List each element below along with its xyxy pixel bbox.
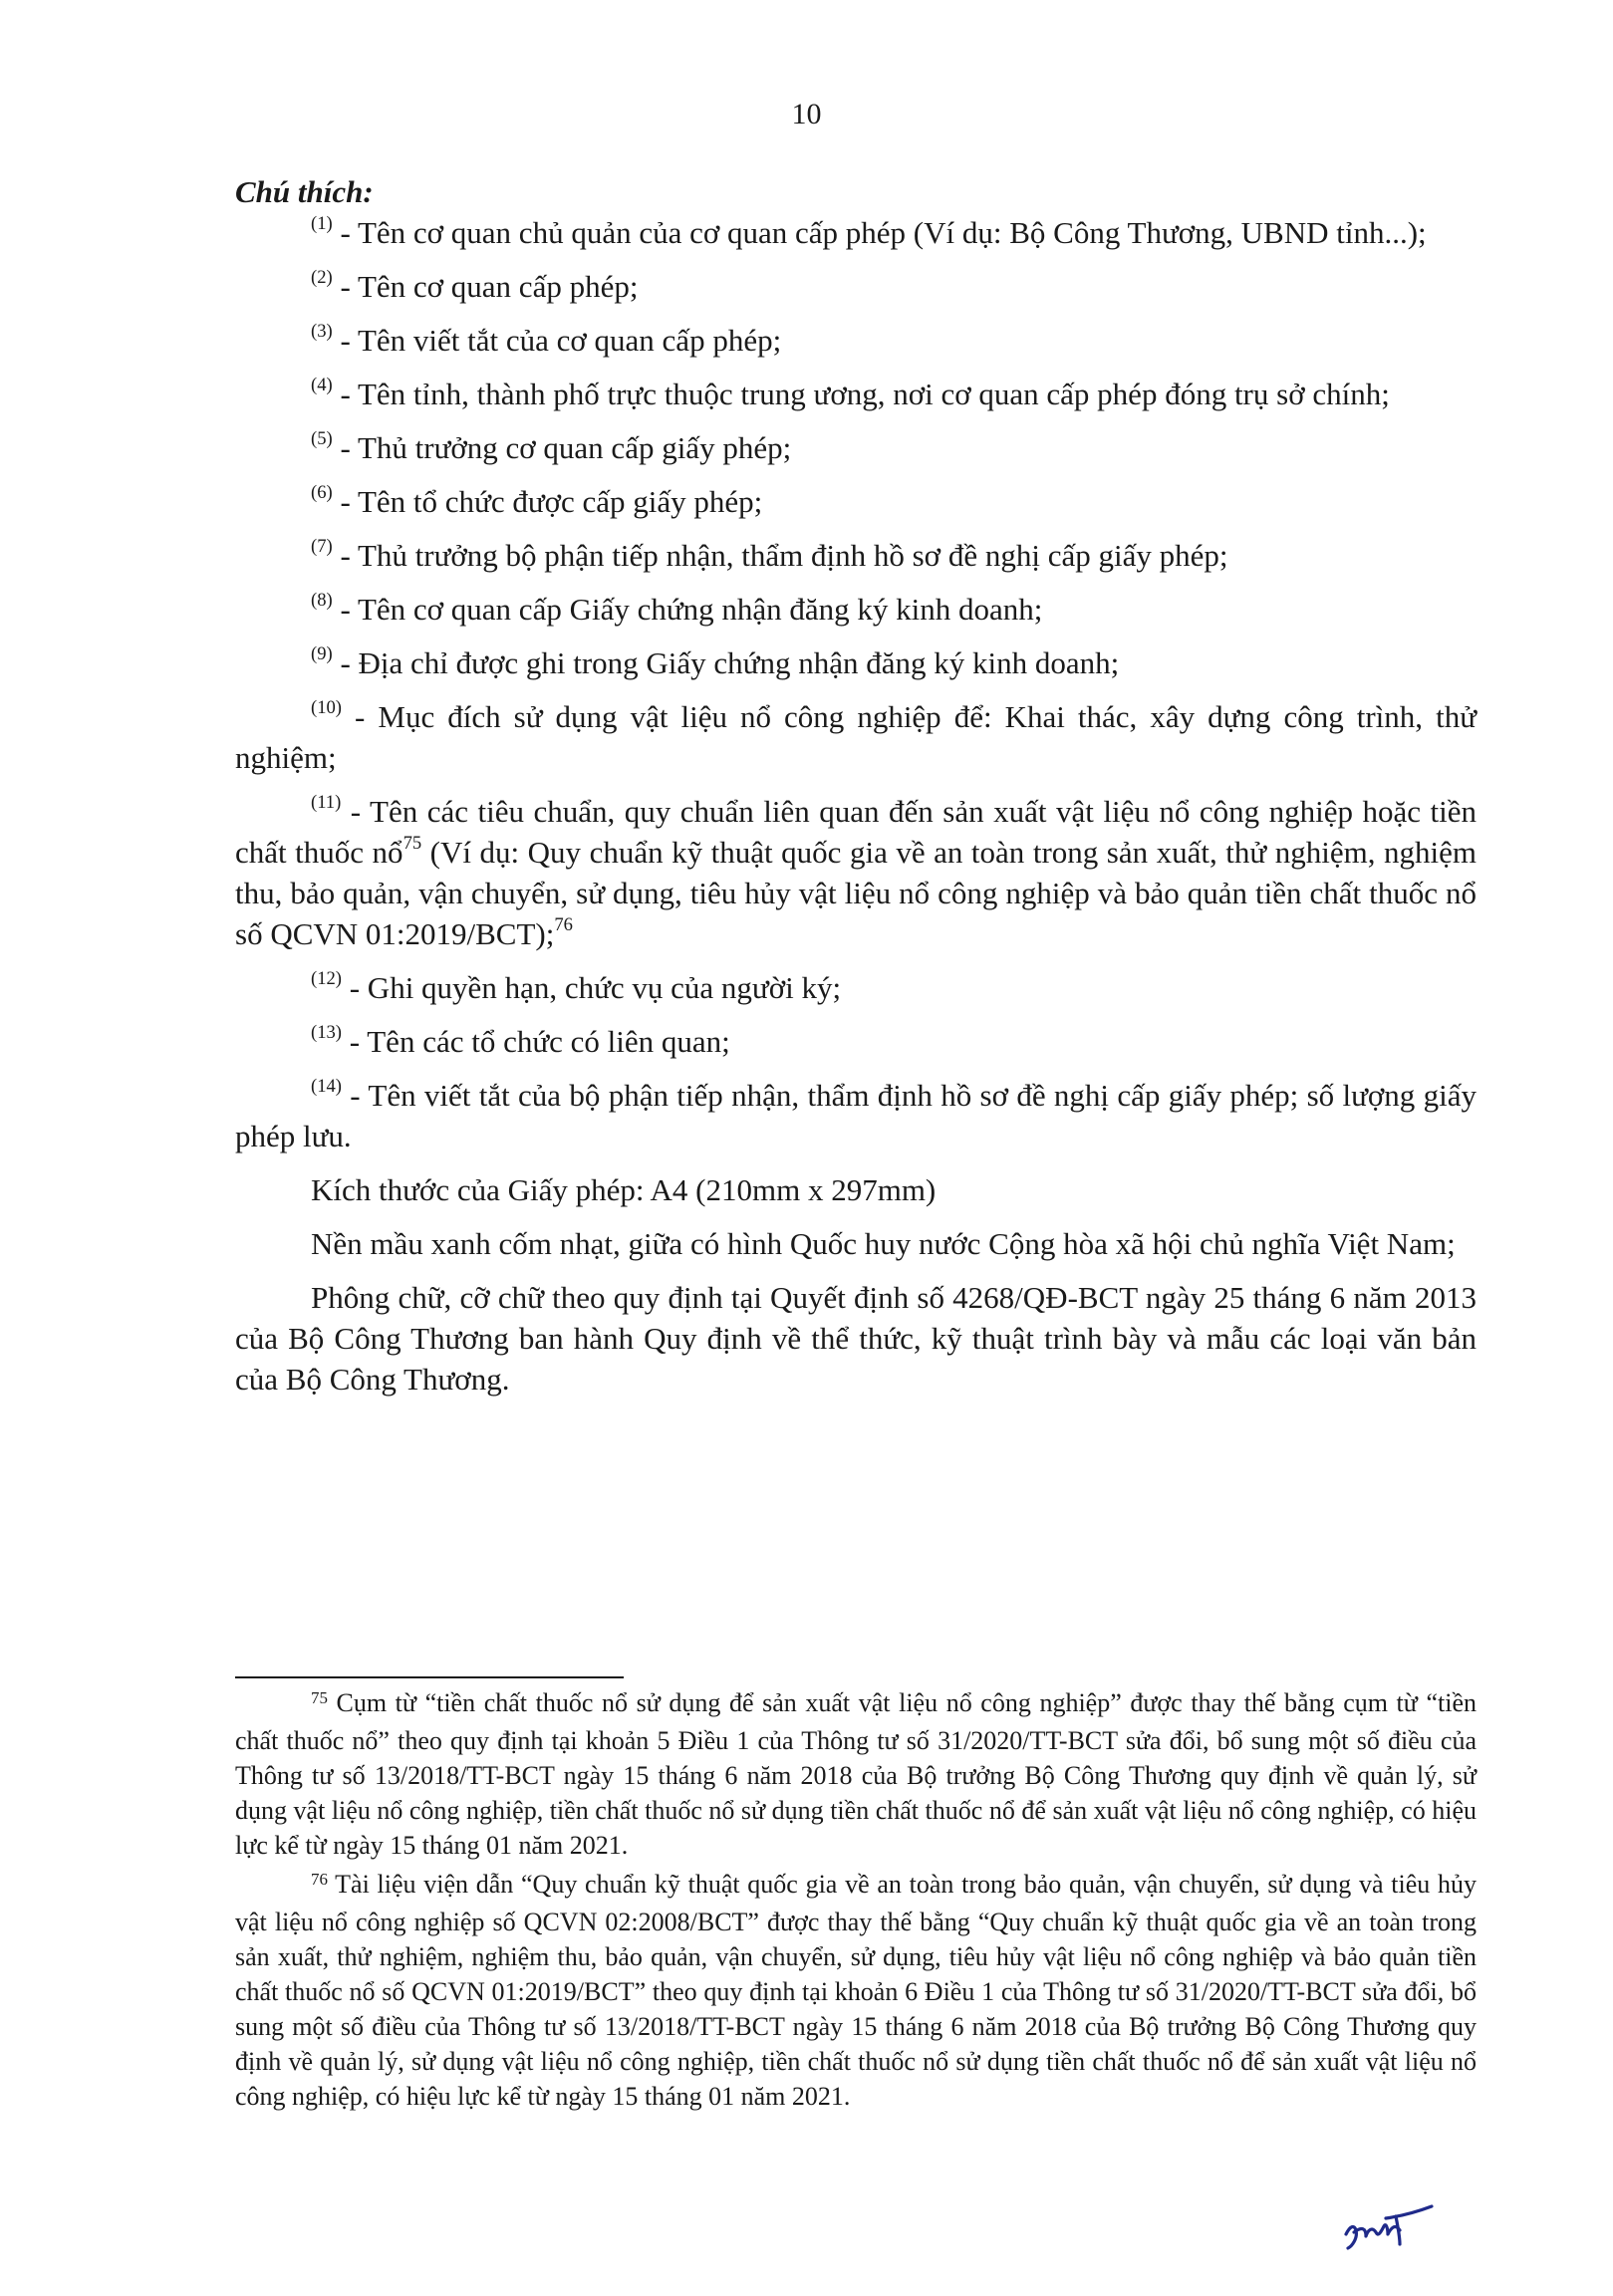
footnote-separator bbox=[235, 1676, 624, 1678]
note-text: - Tên tỉnh, thành phố trực thuộc trung ương, nơi cơ quan cấp phép đóng trụ sở chính; bbox=[332, 377, 1390, 411]
note-10 bbox=[235, 696, 1477, 778]
note-text: - Địa chỉ được ghi trong Giấy chứng nhận đăng ký kinh doanh; bbox=[332, 645, 1120, 680]
note-9 bbox=[235, 642, 1477, 683]
note-11 bbox=[235, 791, 1477, 954]
note-3 bbox=[235, 320, 1477, 361]
footnote-76 bbox=[235, 1867, 1477, 2114]
note-text: - Thủ trưởng cơ quan cấp giấy phép; bbox=[332, 430, 792, 465]
note-14 bbox=[235, 1075, 1477, 1156]
note-text: - Tên cơ quan chủ quản của cơ quan cấp phép (Ví dụ: Bộ Công Thương, UBND tỉnh...); bbox=[332, 215, 1427, 250]
note-text: - Tên các tiêu chuẩn, quy chuẩn liên quan đến sản xuất vật liệu nổ công nghiệp hoặc tiền chất thuốc nổ bbox=[235, 794, 1477, 870]
note-mark: (11) bbox=[311, 791, 342, 813]
footnote-ref-76[interactable]: 76 bbox=[554, 913, 573, 935]
note-mark: (3) bbox=[311, 320, 333, 342]
note-text: - Tên viết tắt của bộ phận tiếp nhận, thẩm định hồ sơ đề nghị cấp giấy phép; số lượng giấy phép lưu. bbox=[235, 1078, 1477, 1153]
footnote-text: Cụm từ “tiền chất thuốc nổ sử dụng để sản xuất vật liệu nổ công nghiệp” được thay thế bằng cụm từ “tiền chất thuốc nổ” theo quy định tại khoản 5 Điều 1 của Thông tư số 31/2020/TT-BCT sửa đổi, bổ sung một số điều của Thông tư số 13/2018/TT-BCT ngày 15 tháng 6 năm 2018 của Bộ trưởng Bộ Công Thương quy định về quản lý, sử dụng vật liệu nổ công nghiệp, tiền chất thuốc nổ sử dụng tiền chất thuốc nổ để sản xuất vật liệu nổ công nghiệp, có hiệu lực kể từ ngày 15 tháng 01 năm 2021. bbox=[235, 1688, 1477, 1860]
note-mark: (2) bbox=[311, 266, 333, 288]
note-mark: (6) bbox=[311, 481, 333, 503]
footnote-mark: 76 bbox=[311, 1870, 328, 1890]
note-mark: (14) bbox=[311, 1075, 342, 1097]
section-heading: Chú thích: bbox=[235, 174, 374, 209]
note-mark: (9) bbox=[311, 642, 333, 664]
footnotes-section bbox=[235, 1685, 1477, 2118]
note-mark: (4) bbox=[311, 374, 333, 395]
note-text: - Ghi quyền hạn, chức vụ của người ký; bbox=[341, 970, 842, 1005]
note-5 bbox=[235, 427, 1477, 468]
handwritten-initials bbox=[1340, 2196, 1440, 2256]
note-mark: (10) bbox=[311, 696, 342, 718]
note-7 bbox=[235, 535, 1477, 576]
footnote-ref-75[interactable]: 75 bbox=[403, 832, 422, 854]
note-text: - Thủ trưởng bộ phận tiếp nhận, thẩm định hồ sơ đề nghị cấp giấy phép; bbox=[332, 538, 1228, 573]
note-13 bbox=[235, 1021, 1477, 1062]
note-text: - Mục đích sử dụng vật liệu nổ công nghiệp để: Khai thác, xây dựng công trình, thử nghiệm; bbox=[235, 699, 1477, 775]
note-text: - Tên các tổ chức có liên quan; bbox=[341, 1024, 730, 1059]
note-8 bbox=[235, 589, 1477, 630]
note-12 bbox=[235, 967, 1477, 1008]
background-paragraph: Nền mầu xanh cốm nhạt, giữa có hình Quốc huy nước Cộng hòa xã hội chủ nghĩa Việt Nam; bbox=[311, 1226, 1456, 1261]
note-2 bbox=[235, 266, 1477, 307]
page-number: 10 bbox=[791, 98, 822, 130]
note-1 bbox=[235, 212, 1477, 253]
footnote-mark: 75 bbox=[311, 1688, 328, 1708]
footnote-75 bbox=[235, 1685, 1477, 1863]
note-4 bbox=[235, 374, 1477, 414]
note-mark: (13) bbox=[311, 1021, 342, 1043]
note-mark: (8) bbox=[311, 589, 333, 611]
note-text: - Tên tổ chức được cấp giấy phép; bbox=[332, 484, 763, 519]
paper-size-paragraph: Kích thước của Giấy phép: A4 (210mm x 297mm) bbox=[311, 1172, 937, 1207]
note-text: (Ví dụ: Quy chuẩn kỹ thuật quốc gia về an toàn trong sản xuất, thử nghiệm, nghiệm thu, bảo quản, vận chuyển, sử dụng, tiêu hủy vật liệu nổ công nghiệp và bảo quản tiền chất thuốc nổ số QCVN 01:2019/BCT); bbox=[235, 835, 1477, 951]
note-6 bbox=[235, 481, 1477, 522]
footnote-text: Tài liệu viện dẫn “Quy chuẩn kỹ thuật quốc gia về an toàn trong bảo quản, vận chuyển, sử dụng và tiêu hủy vật liệu nổ công nghiệp số QCVN 02:2008/BCT” được thay thế bằng “Quy chuẩn kỹ thuật quốc gia về an toàn trong sản xuất, thử nghiệm, nghiệm thu, bảo quản, vận chuyển, sử dụng, tiêu hủy vật liệu nổ công nghiệp và bảo quản tiền chất thuốc nổ số QCVN 01:2019/BCT” theo quy định tại khoản 6 Điều 1 của Thông tư số 31/2020/TT-BCT sửa đổi, bổ sung một số điều của Thông tư số 13/2018/TT-BCT ngày 15 tháng 6 năm 2018 của Bộ trưởng Bộ Công Thương quy định về quản lý, sử dụng vật liệu nổ công nghiệp, tiền chất thuốc nổ sử dụng tiền chất thuốc nổ để sản xuất vật liệu nổ công nghiệp, có hiệu lực kể từ ngày 15 tháng 01 năm 2021. bbox=[235, 1870, 1477, 2111]
note-text: - Tên viết tắt của cơ quan cấp phép; bbox=[332, 323, 782, 358]
note-mark: (5) bbox=[311, 427, 333, 449]
note-mark: (12) bbox=[311, 967, 342, 989]
annotation-section bbox=[235, 171, 1477, 1412]
note-text: - Tên cơ quan cấp phép; bbox=[332, 269, 639, 304]
font-paragraph: Phông chữ, cỡ chữ theo quy định tại Quyết định số 4268/QĐ-BCT ngày 25 tháng 6 năm 2013 của Bộ Công Thương ban hành Quy định về thể thức, kỹ thuật trình bày và mẫu các loại văn bản của Bộ Công Thương. bbox=[235, 1280, 1477, 1397]
note-mark: (1) bbox=[311, 212, 333, 234]
note-text: - Tên cơ quan cấp Giấy chứng nhận đăng ký kinh doanh; bbox=[332, 592, 1043, 627]
note-mark: (7) bbox=[311, 535, 333, 557]
